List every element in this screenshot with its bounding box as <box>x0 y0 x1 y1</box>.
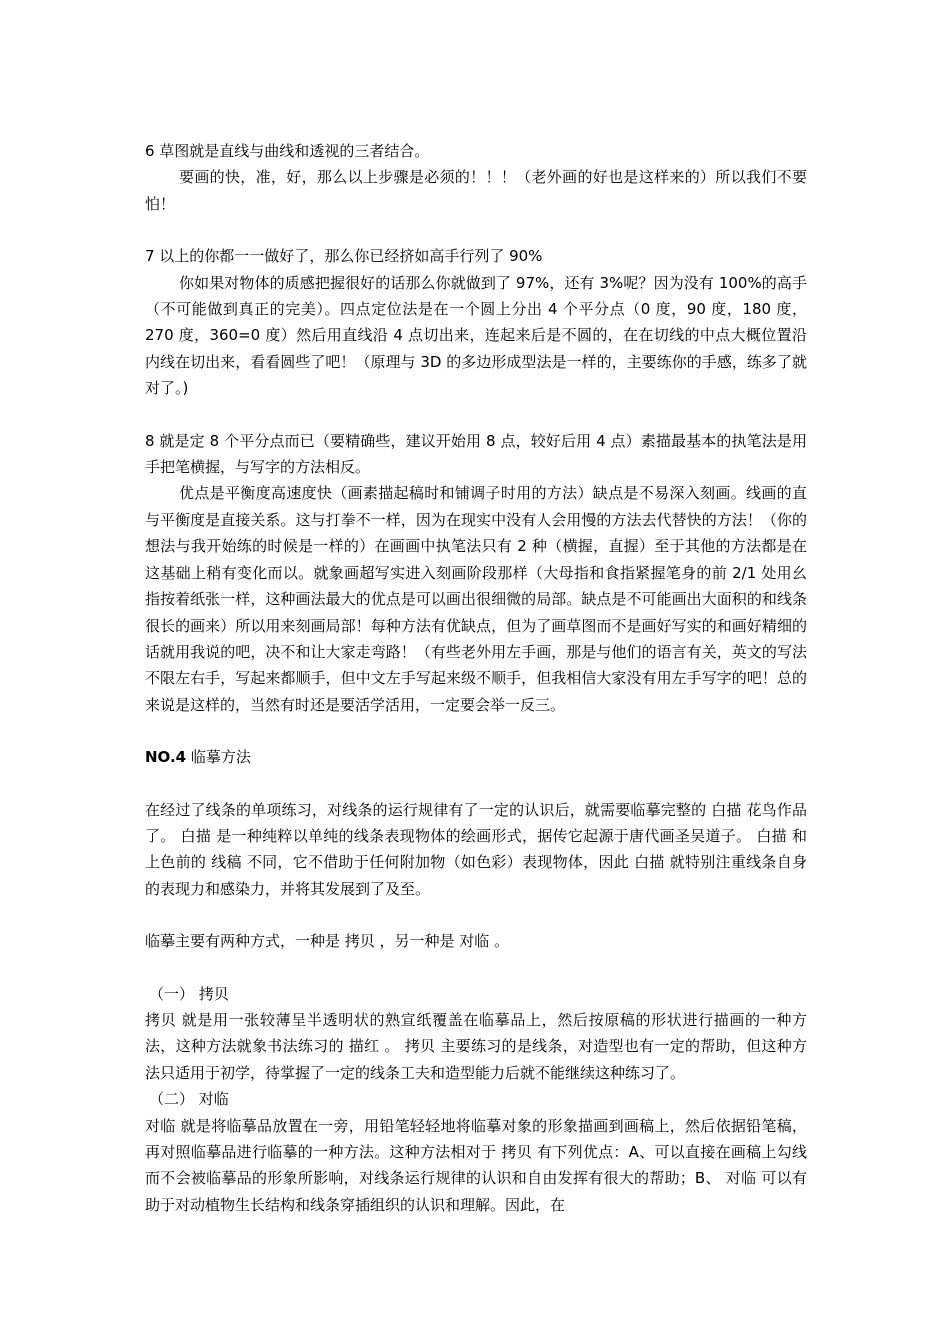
subsection-1-paragraph: 拷贝 就是用一张较薄呈半透明状的熟宣纸覆盖在临摹品上，然后按原稿的形状进行描画的一种方法，这种方法就象书法练习的 描红 。 拷贝 主要练习的是线条，对造型也有一定的帮助，但这种方法只适用于初学，待掌握了一定的线条工夫和造型能力后就不能继续这种练习了。 <box>145 1010 807 1082</box>
paragraph-gap <box>145 217 807 243</box>
subsection-2-paragraph: 对临 就是将临摹品放置在一旁，用铅笔轻轻地将临摹对象的形象描画到画稿上，然后依据铅笔稿，再对照临摹品进行临摹的一种方法。这种方法相对于 拷贝 有下列优点：A、可以直接在画稿上勾线而不会被临摹品的形象所影响，对线条运行规律的认识和自由发挥有很大的帮助；B、 对临 可以有助于对动植物生长结构和线条穿插组织的认识和理解。因此，在 <box>145 1116 807 1214</box>
section-8-paragraph-2: 优点是平衡度高速度快（画素描起稿时和铺调子时用的方法）缺点是不易深入刻画。线画的直与平衡度是直接关系。这与打拳不一样，因为在现实中没有人会用慢的方法去代替快的方法！（你的想法与我开始练的时候是一样的）在画画中执笔法只有 2 种（横握，直握）至于其他的方法都是在这基础上稍有变化而以。就象画超写实进入刻画阶段那样（大母指和食指紧握笔身的前 2/1 处用幺指按着纸张一样，这种画法最大的优点是可以画出很细微的局部。缺点是不可能画出大面积的和线条很长的画来）所以用来刻画局部！每种方法有优缺点，但为了画草图而不是画好写实的和画好精细的话就用我说的吧，决不和让大家走弯路！（有些老外用左手画，那是与他们的语言有关，英文的写法不限左右手，写起来都顺手，但中文左手写起来级不顺手，但我相信大家没有用左手写字的吧！总的来说是这样的，当然有时还是要活学活用，一定要会举一反三。 <box>145 484 807 714</box>
section-6-heading: 6 草图就是直线与曲线和透视的三者结合。 <box>145 142 430 160</box>
document-body <box>145 138 807 1218</box>
subsection-1-label: （一） 拷贝 <box>149 984 229 1003</box>
paragraph-gap <box>145 902 807 928</box>
section-8-paragraph-1: 8 就是定 8 个平分点而已（要精确些，建议开始用 8 点，较好后用 4 点）素描最基本的执笔法是用手把笔横握，与写字的方法相反。 <box>145 431 807 477</box>
paragraph-gap <box>145 771 807 797</box>
subsection-2-label: （二） 对临 <box>149 1090 229 1109</box>
no4-intro-paragraph: 在经过了线条的单项练习，对线条的运行规律有了一定的认识后，就需要临摹完整的 白描 花鸟作品了。 白描 是一种纯粹以单纯的线条表现物体的绘画形式，据传它起源于唐代画圣吴道子。 白描 和上色前的 线稿 不同，它不借助于任何附加物（如色彩）表现物体，因此 白描 就特别注重线条自身的表现力和感染力，并将其发展到了及至。 <box>145 800 807 898</box>
paragraph-gap <box>145 955 807 981</box>
section-7-heading: 7 以上的你都一一做好了，那么你已经挤如高手行列了 90% <box>145 247 543 266</box>
no4-heading <box>145 744 807 770</box>
paragraph-gap <box>145 718 807 744</box>
section-6-paragraph: 要画的快，准，好，那么以上步骤是必须的！！！（老外画的好也是这样来的）所以我们不要怕！ <box>145 168 807 213</box>
section-7-paragraph: 你如果对物体的质感把握很好的话那么你就做到了 97%，还有 3%呢？因为没有 100%的高手（不可能做到真正的完美）。四点定位法是在一个圆上分出 4 个平分点（0 度，90 度，180 度，270 度，360=0 度）然后用直线沿 4 点切出来，连起来后是不圆的，在在切线的中点大概位置沿内线在切出来，看看圆些了吧！（原理与 3D 的多边形成型法是一样的，主要练你的手感，练多了就对了。) <box>145 273 807 398</box>
no4-number: NO.4 <box>145 748 187 767</box>
no4-title: 临摹方法 <box>186 748 251 767</box>
paragraph-gap <box>145 402 807 428</box>
no4-methods-paragraph: 临摹主要有两种方式，一种是 拷贝 ，另一种是 对临 。 <box>145 932 510 951</box>
